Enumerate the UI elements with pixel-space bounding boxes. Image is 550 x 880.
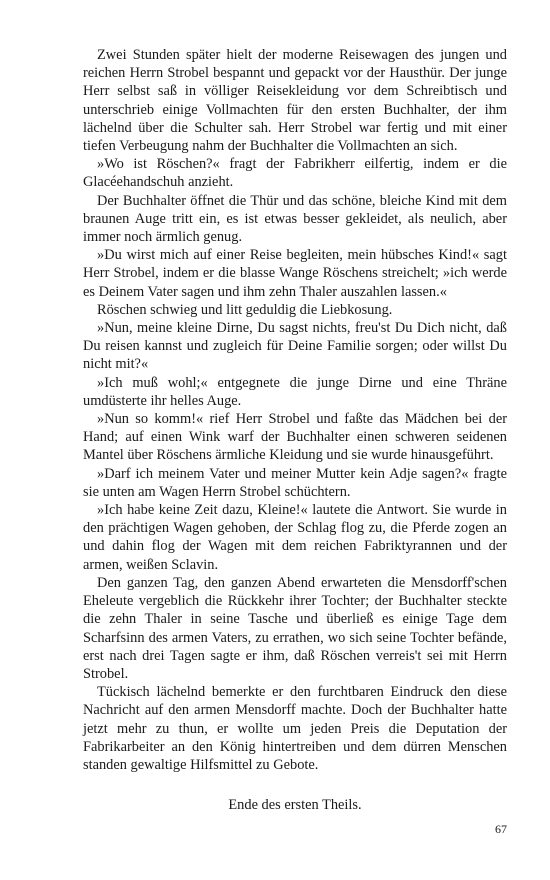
paragraph-3: Der Buchhalter öffnet die Thür und das schöne, bleiche Kind mit dem braunen Auge tritt ein, es ist etwas besser gekleidet, als neulich, aber immer noch ärmlich genug. bbox=[83, 192, 507, 246]
paragraph-7: »Ich muß wohl;« entgegnete die junge Dirne und eine Thräne umdüsterte ihr helles Auge. bbox=[83, 374, 507, 409]
page-number: 67 bbox=[495, 822, 507, 836]
book-page bbox=[83, 46, 507, 814]
paragraph-5: Röschen schwieg und litt geduldig die Liebkosung. bbox=[97, 301, 393, 318]
paragraph-12: Tückisch lächelnd bemerkte er den furchtbaren Eindruck den diese Nachricht auf den armen Mensdorff machte. Doch der Buchhalter hatte jetzt mehr zu thun, er wollte um jeden Preis die Deputation der Fabrikarbeiter an den König hintertreiben und dem dürren Menschen standen gewaltige Hilfsmittel zu Gebote. bbox=[83, 684, 507, 773]
paragraph-2: »Wo ist Röschen?« fragt der Fabrikherr eilfertig, indem er die Glacéehandschuh anzieht. bbox=[83, 156, 507, 191]
paragraph-4: »Du wirst mich auf einer Reise begleiten, mein hübsches Kind!« sagt Herr Strobel, indem er die blasse Wange Röschens streichelt; »ich werde es Deinem Vater sagen und ihm zehn Thaler auszahlen lassen.« bbox=[83, 247, 507, 300]
paragraph-1: Zwei Stunden später hielt der moderne Reisewagen des jungen und reichen Herrn Strobel bespannt und gepackt vor der Hausthür. Der junge Herr selbst saß in völliger Reisekleidung vor dem Schreibtisch und unterschrieb einige Vollmachten für den ersten Buchhalter, der ihm lächelnd über die Schulter sah. Herr Strobel war fertig und mit einer tiefen Verbeugung nahm der Buchhalter die Vollmachten an sich. bbox=[83, 47, 507, 155]
paragraph-9: »Darf ich meinem Vater und meiner Mutter kein Adje sagen?« fragte sie unten am Wagen Herrn Strobel schüchtern. bbox=[83, 465, 507, 500]
paragraph-10: »Ich habe keine Zeit dazu, Kleine!« lautete die Antwort. Sie wurde in den prächtigen Wagen gehoben, der Schlag flog zu, die Pferde zogen an und dahin flog der Wagen mit dem reichen Fabriktyrannen und der armen, weißen Sclavin. bbox=[83, 502, 507, 573]
paragraph-6: »Nun, meine kleine Dirne, Du sagst nichts, freu'st Du Dich nicht, daß Du reisen kannst und zugleich für Deine Familie sorgen; oder willst Du nicht mit?« bbox=[83, 320, 507, 373]
paragraph-11: Den ganzen Tag, den ganzen Abend erwarteten die Mensdorff'schen Eheleute vergeblich die Rückkehr ihrer Tochter; der Buchhalter steckte die zehn Thaler in seine Tasche und überließ es einige Tage dem Scharfsinn des armen Vaters, zu errathen, wo sich seine Tochter befände, erst nach drei Tagen sagte er ihm, daß Röschen verreis't sei mit Herrn Strobel. bbox=[83, 574, 507, 682]
end-of-part-note: Ende des ersten Theils. bbox=[228, 797, 362, 814]
paragraph-8: »Nun so komm!« rief Herr Strobel und faßte das Mädchen bei der Hand; auf einen Wink warf der Buchhalter einen schweren seidenen Mantel über Röschens ärmliche Kleidung und sie wurde hinausgeführt. bbox=[83, 411, 507, 464]
